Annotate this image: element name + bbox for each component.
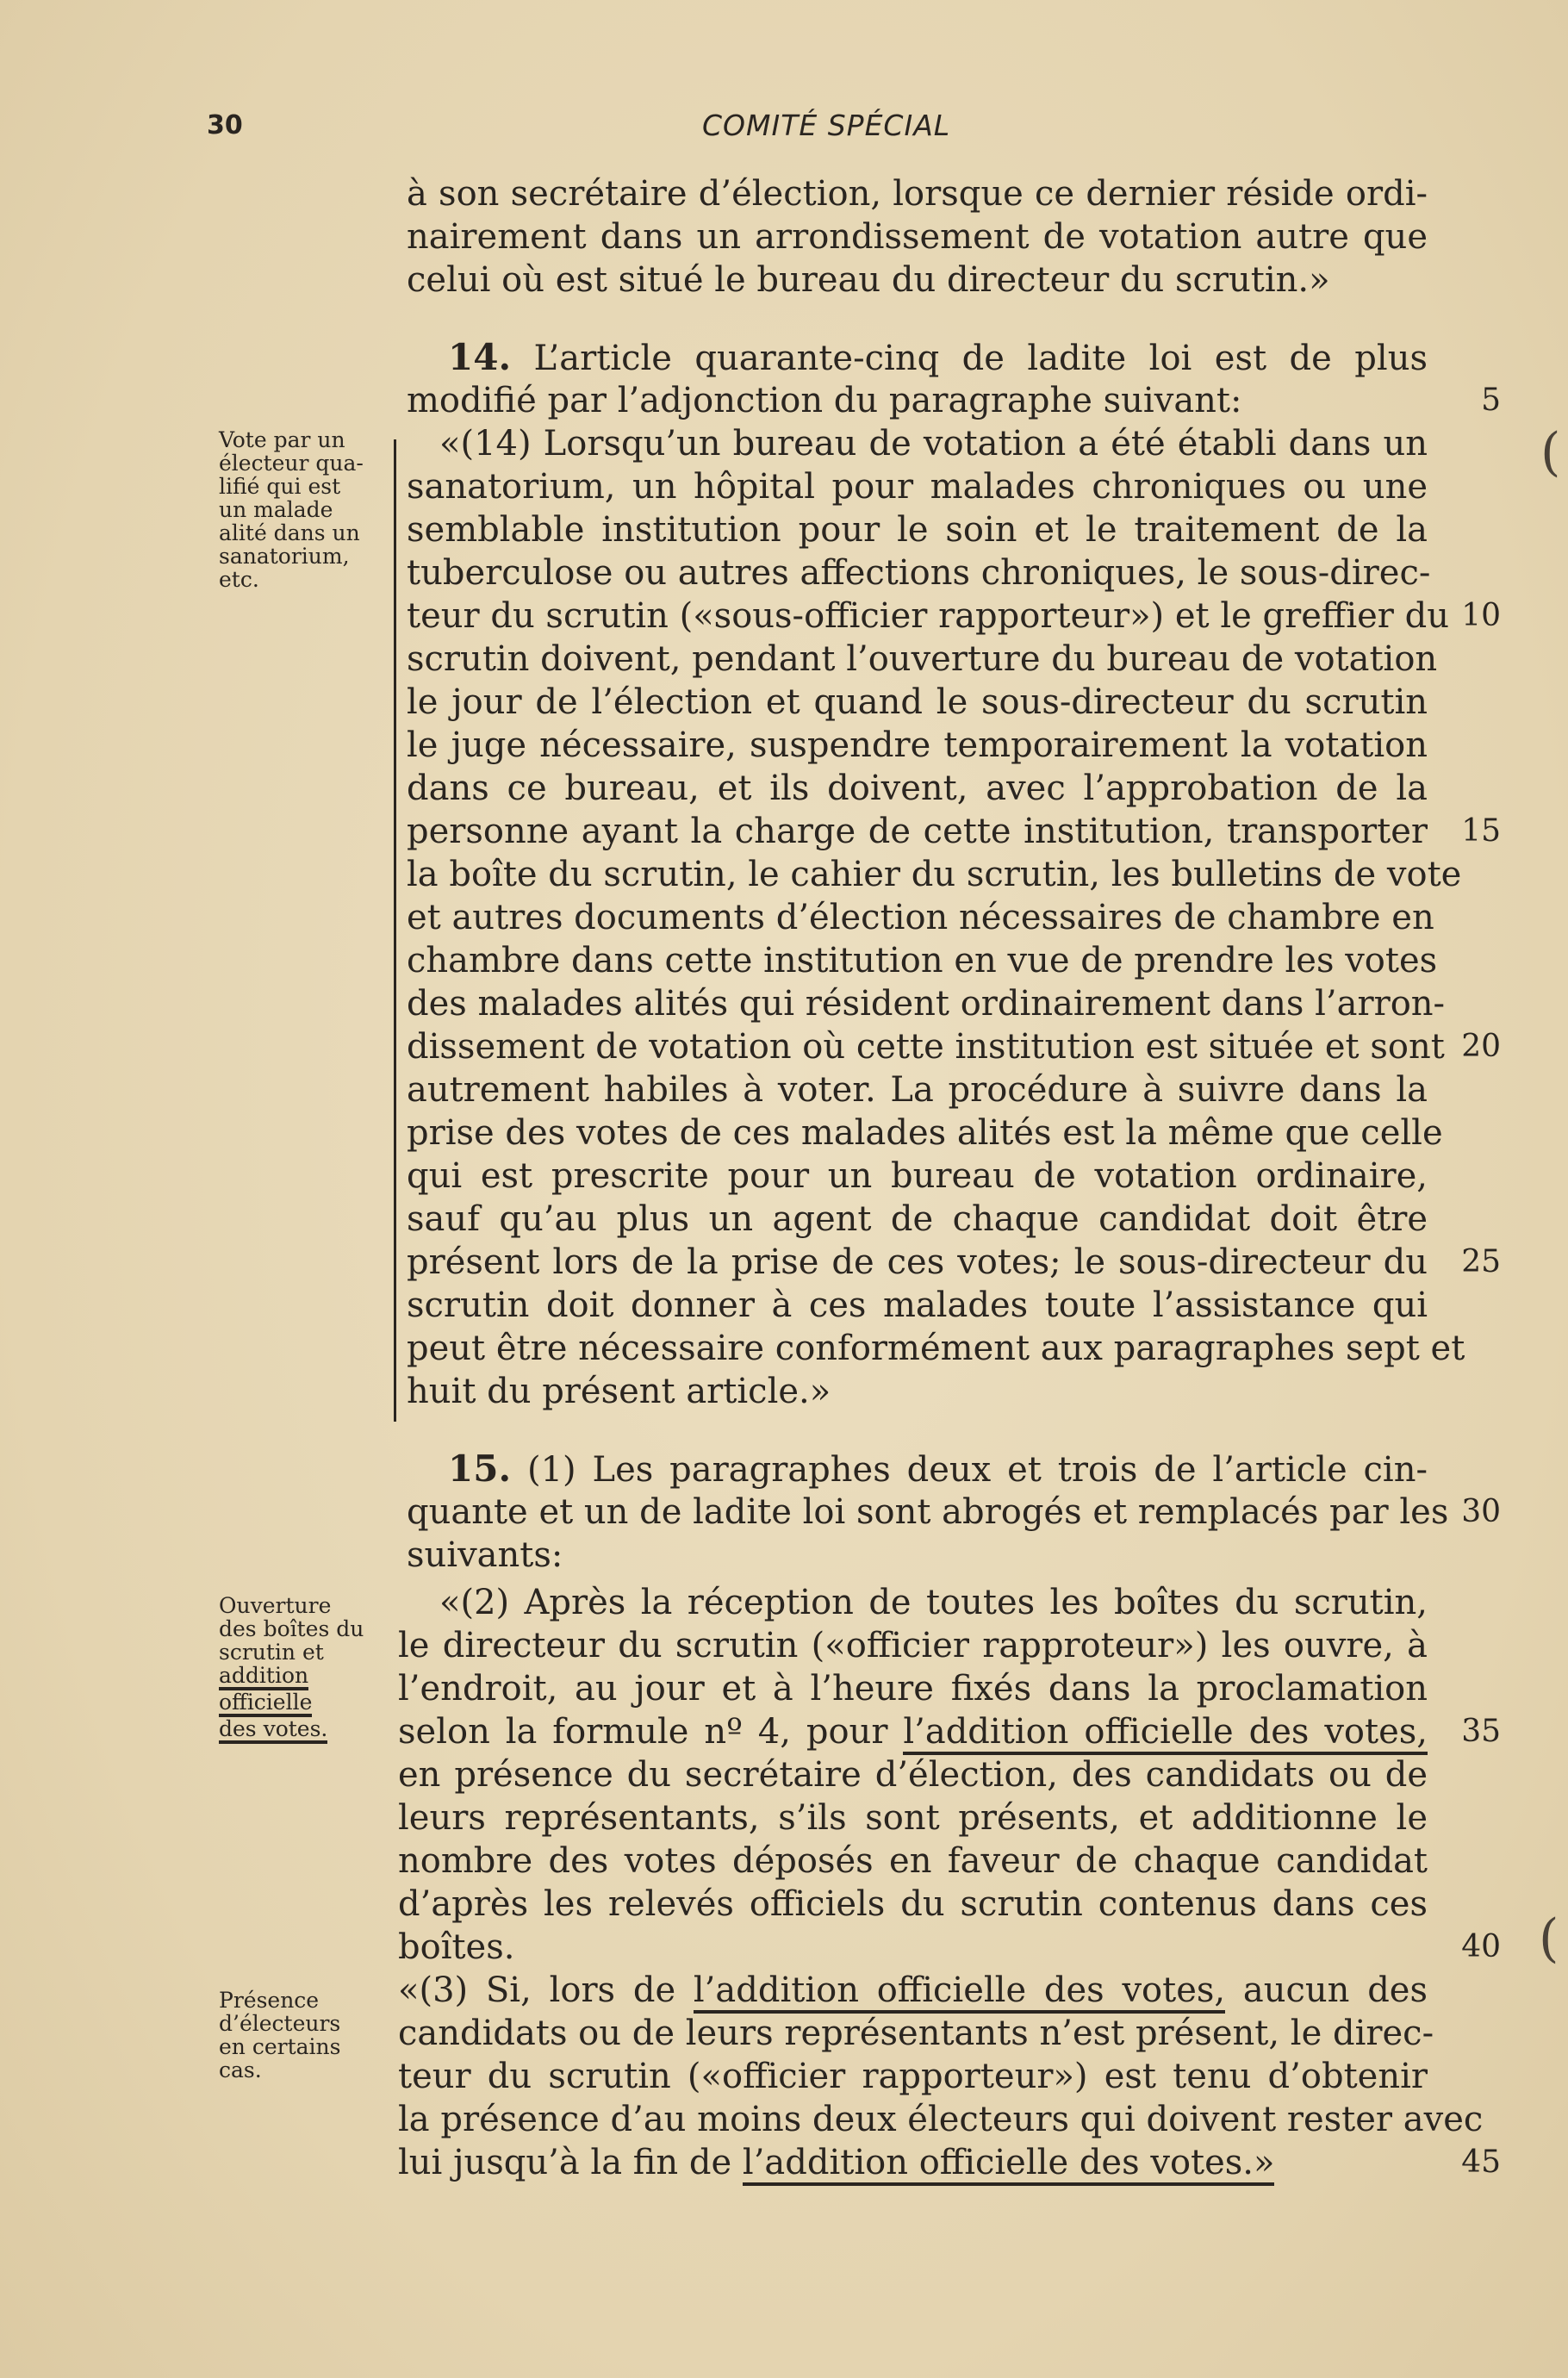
bracket-mark-top: ( — [1540, 422, 1561, 482]
sidenote-line: addition — [219, 1664, 308, 1690]
sidenote-line: un malade — [219, 497, 333, 522]
line-text: l’endroit, au jour et à l’heure fixés dans la proclamation — [398, 1669, 1428, 1709]
line-text: dans ce bureau, et ils doivent, avec l’approbation de la — [407, 769, 1428, 808]
text-line — [407, 1068, 1428, 1111]
text-line — [407, 810, 1428, 853]
line-text: teur du scrutin («officier rapporteur») est tenu d’obtenir — [398, 2057, 1428, 2096]
line-text: la boîte du scrutin, le cahier du scrutin, les bulletins de vote — [407, 855, 1462, 894]
sidenote-line: en certains — [219, 2034, 341, 2059]
sidenote-line: sanatorium, — [219, 544, 350, 569]
line-text: «(14) Lorsqu’un bureau de votation a été établi dans un — [439, 424, 1428, 464]
text-line — [398, 2055, 1428, 2098]
text-line — [407, 594, 1449, 638]
line-text: la présence d’au moins deux électeurs qui doivent rester avec — [398, 2100, 1484, 2139]
line-number: 20 — [1461, 1029, 1501, 1064]
line-text: des malades alités qui résident ordinairement dans l’arron- — [407, 984, 1446, 1024]
text-line — [407, 896, 1434, 939]
line-text: à son secrétaire d’élection, lorsque ce dernier réside ordi- — [407, 174, 1428, 214]
line-number: 10 — [1461, 598, 1501, 633]
sidenote-line: lifié qui est — [219, 474, 341, 499]
line-text: le directeur du scrutin («officier rapproteur») les ouvre, à — [398, 1626, 1428, 1665]
text-line — [407, 1155, 1428, 1198]
text-line — [407, 1370, 1428, 1413]
line-text: présent lors de la prise de ces votes; le sous-directeur du — [407, 1242, 1428, 1282]
line-text: personne ayant la charge de cette institution, transporter — [407, 812, 1428, 851]
text-line — [439, 1581, 1428, 1624]
line-text: (1) Les paragraphes deux et trois de l’article cin- — [511, 1450, 1428, 1490]
line-text: sauf qu’au plus un agent de chaque candidat doit être — [407, 1199, 1428, 1239]
text-line — [448, 336, 1428, 380]
text-line — [407, 638, 1438, 681]
sidenote-ouverture — [219, 1594, 401, 1744]
line-number: 35 — [1461, 1714, 1501, 1749]
text-line — [407, 258, 1428, 302]
text-line — [407, 1284, 1428, 1327]
line-text: le jour de l’élection et quand le sous-directeur du scrutin — [407, 682, 1428, 722]
line-text: nairement dans un arrondissement de votation autre que — [407, 217, 1428, 257]
text-line — [398, 2098, 1484, 2141]
line-text: peut être nécessaire conformément aux paragraphes sept et — [407, 1329, 1465, 1368]
line-text: prise des votes de ces malades alités est la même que celle — [407, 1113, 1443, 1153]
text-line — [407, 465, 1428, 508]
line-text: chambre dans cette institution en vue de prendre les votes — [407, 941, 1438, 980]
text-line — [398, 1710, 1428, 1753]
text-line — [407, 508, 1428, 551]
line-text: candidats ou de leurs représentants n’est présent, le direc- — [398, 2014, 1434, 2053]
text-line — [448, 1447, 1428, 1491]
sidenote-line: cas. — [219, 2057, 262, 2082]
line-text: tuberculose ou autres affections chroniques, le sous-direc- — [407, 553, 1431, 593]
section-number: 14. — [448, 336, 512, 378]
line-text: semblable institution pour le soin et le traitement de la — [407, 510, 1428, 550]
text-line — [407, 681, 1428, 724]
text-line — [407, 1491, 1449, 1534]
line-number: 30 — [1461, 1494, 1501, 1529]
page-number: 30 — [207, 110, 243, 140]
sidenote-line: d’électeurs — [219, 2011, 341, 2036]
section-number: 15. — [448, 1447, 512, 1490]
underlined-phrase: l’addition officielle des votes, — [694, 1970, 1225, 2014]
text-line — [398, 2012, 1434, 2055]
line-text: boîtes. — [398, 1927, 515, 1967]
line-text-after: aucun des — [1225, 1970, 1428, 2010]
text-line — [398, 1926, 1428, 1969]
line-text: dissement de votation où cette institution est située et sont — [407, 1027, 1445, 1067]
line-text: le juge nécessaire, suspendre temporairement la votation — [407, 725, 1428, 765]
text-line — [407, 1534, 1428, 1577]
text-line — [407, 1327, 1465, 1370]
line-text: qui est prescrite pour un bureau de votation ordinaire, — [407, 1156, 1428, 1196]
text-line — [398, 1624, 1428, 1667]
text-line — [398, 1840, 1428, 1883]
sidenote-line: officielle — [219, 1690, 312, 1717]
line-text: celui où est situé le bureau du directeur du scrutin.» — [407, 260, 1330, 300]
line-number: 40 — [1461, 1929, 1501, 1964]
line-text: lui jusqu’à la fin de — [398, 2143, 743, 2182]
line-number: 45 — [1461, 2145, 1501, 2180]
line-text: L’article quarante-cinq de ladite loi est de plus — [511, 339, 1428, 378]
line-text: quante et un de ladite loi sont abrogés et remplacés par les — [407, 1492, 1449, 1532]
sidenote-line: etc. — [219, 567, 259, 592]
line-number: 5 — [1481, 383, 1501, 418]
line-text: «(2) Après la réception de toutes les boîtes du scrutin, — [439, 1583, 1428, 1622]
line-text: en présence du secrétaire d’élection, des candidats ou de — [398, 1755, 1428, 1795]
sidenote-line: des boîtes du — [219, 1616, 364, 1641]
text-line — [407, 982, 1446, 1025]
line-text: sanatorium, un hôpital pour malades chroniques ou une — [407, 467, 1428, 507]
line-text: autrement habiles à voter. La procédure à suivre dans la — [407, 1070, 1428, 1110]
sidenote-presence — [219, 1989, 401, 2082]
line-number: 15 — [1461, 813, 1501, 849]
running-title: COMITÉ SPÉCIAL — [702, 109, 951, 142]
text-line — [407, 939, 1438, 982]
text-line — [407, 172, 1428, 215]
text-line — [407, 379, 1428, 422]
line-text: d’après les relevés officiels du scrutin contenus dans ces — [398, 1884, 1428, 1924]
text-line — [398, 1969, 1428, 2012]
underlined-phrase: l’addition officielle des votes.» — [743, 2143, 1275, 2186]
sidenote-line: Ouverture — [219, 1593, 332, 1618]
text-line — [398, 1796, 1428, 1840]
text-line — [407, 724, 1428, 767]
underlined-phrase: l’addition officielle des votes, — [903, 1712, 1428, 1755]
text-line — [407, 215, 1428, 258]
line-text: teur du scrutin («sous-officier rapporteur») et le greffier du — [407, 596, 1449, 636]
line-text: scrutin doivent, pendant l’ouverture du bureau de votation — [407, 639, 1438, 679]
text-line — [407, 1111, 1443, 1155]
line-text: nombre des votes déposés en faveur de chaque candidat — [398, 1841, 1428, 1881]
sidenote-line: électeur qua- — [219, 451, 364, 476]
sidenote-line: scrutin et — [219, 1640, 324, 1665]
line-text: suivants: — [407, 1535, 563, 1575]
text-line — [398, 1753, 1428, 1796]
text-line — [407, 1025, 1445, 1068]
text-line — [398, 2141, 1428, 2184]
sidenote-line: Présence — [219, 1988, 320, 2013]
sidenote-vote-malade — [219, 428, 401, 591]
line-text: «(3) Si, lors de — [398, 1970, 694, 2010]
text-line — [407, 853, 1462, 896]
sidenote-line: Vote par un — [219, 427, 345, 452]
line-number: 25 — [1461, 1244, 1501, 1279]
text-line — [398, 1883, 1428, 1926]
text-line — [407, 1198, 1428, 1241]
text-line — [407, 767, 1428, 810]
bracket-mark-bottom: ( — [1539, 1908, 1559, 1969]
line-text: leurs représentants, s’ils sont présents, et additionne le — [398, 1798, 1428, 1838]
text-line — [407, 1241, 1428, 1284]
sidenote-line: alité dans un — [219, 520, 360, 545]
line-text: huit du présent article.» — [407, 1372, 831, 1411]
line-text: modifié par l’adjonction du paragraphe suivant: — [407, 381, 1242, 420]
line-text: selon la formule nº 4, pour — [398, 1712, 904, 1752]
line-text: et autres documents d’élection nécessaires de chambre en — [407, 898, 1434, 937]
line-text: scrutin doit donner à ces malades toute l’assistance qui — [407, 1285, 1428, 1325]
text-line — [439, 422, 1428, 465]
text-line — [407, 551, 1431, 594]
text-line — [398, 1667, 1428, 1710]
sidenote-line: des votes. — [219, 1717, 327, 1744]
